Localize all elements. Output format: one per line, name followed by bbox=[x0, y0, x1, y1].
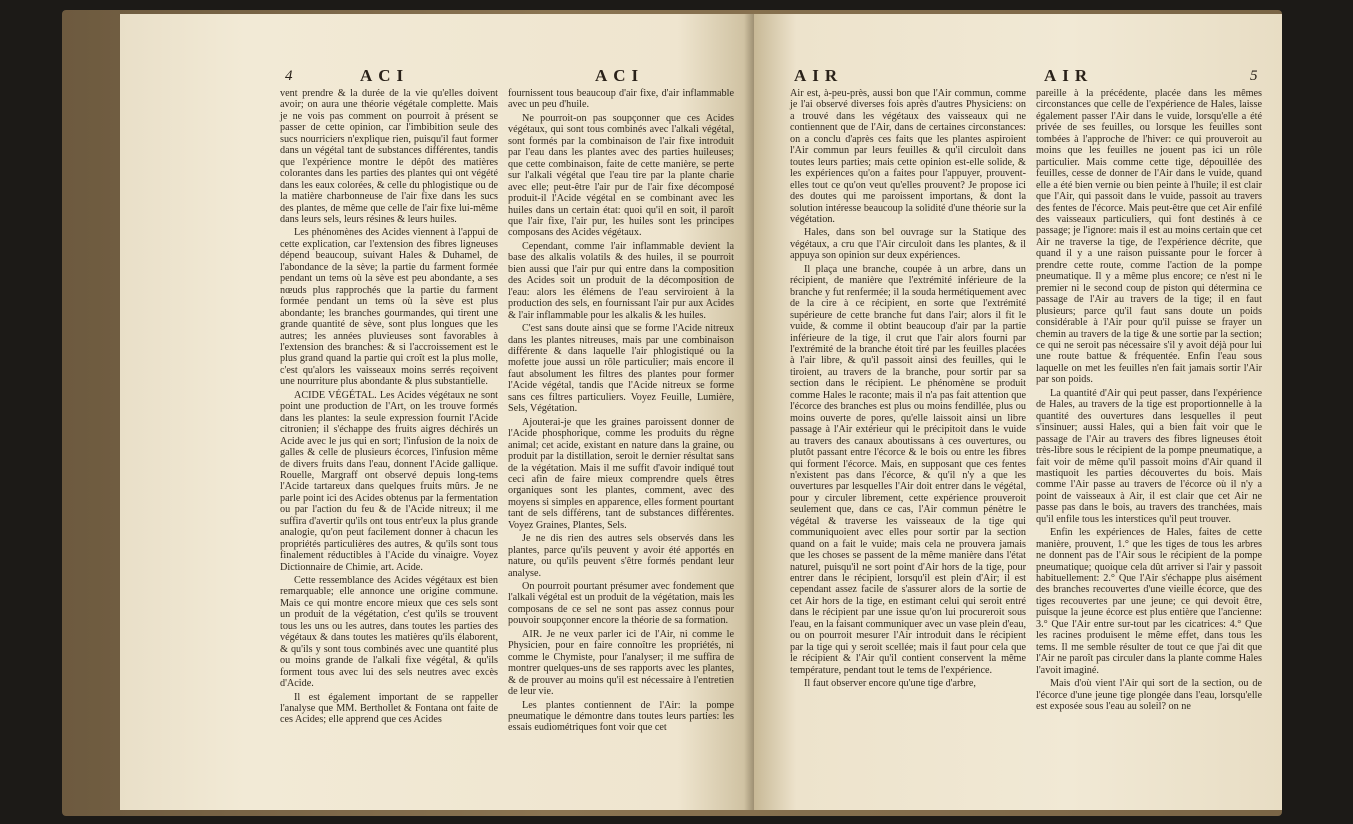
paragraph: vent prendre & la durée de la vie qu'elles doivent avoir; on aura une théorie végétale complette. Mais je ne vois pas comment on pourroit à présent se passer de cette opinion, car l'imbibition seule des sucs nourriciers n'explique rien, puisqu'il faut former dans un végétal tant de substances différentes, tandis que l'expérience montre le dépôt des matières colorantes dans les parties des plantes qui ont végété dans les eaux colorées, & celle du phlogistique ou de la matière charbonneuse de l'air fixe dans les sucs des plantes, de même que celle de l'air fixe lui-même dans leurs sels, leurs résines & leurs huiles. bbox=[280, 88, 498, 225]
paragraph: Il est également important de se rappeller l'analyse que MM. Berthollet & Fontana ont faite de ces Acides; elle apprend que ces Acides bbox=[280, 691, 498, 726]
paragraph: Il faut observer encore qu'une tige d'arbre, bbox=[804, 678, 976, 690]
paragraph: Mais d'où vient l'Air qui sort de la section, ou de l'écorce d'une jeune tige plongée dans l'eau, lorsqu'elle est exposée sous l'eau au soleil? on ne bbox=[1036, 678, 1262, 713]
right-page-column-2 bbox=[1036, 88, 1262, 714]
page-number-right: 5 bbox=[1250, 68, 1258, 84]
running-head-right-col: AIR bbox=[1044, 66, 1094, 85]
paragraph: Air est, à-peu-près, aussi bon que l'Air commun, comme je l'ai observé diverses fois après d'autres Physiciens: on a trouvé dans les végétaux des vaisseaux qui ne contiennent que de l'Air, dans de certaines circonstances: on a conclu d'après ces faits que les plantes aspiroient l'Air commun par leurs feuilles & qu'il circuloit dans toutes leurs parties; mais cette opinion est-elle solide, & les expériences qu'on a faites pour l'appuyer, prouvent-elles tout ce qu'on veut qu'elles prouvent? Je propose ici des doutes qui me paroissent importans, & dont la solution intéresse beaucoup la solidité d'une théorie sur la végétation. bbox=[790, 88, 1026, 225]
open-book bbox=[62, 10, 1282, 816]
page-number-left: 4 bbox=[285, 68, 293, 84]
left-page-column-1 bbox=[280, 88, 498, 728]
right-page-column-1 bbox=[790, 88, 1026, 692]
paragraph: La quantité d'Air qui peut passer, dans l'expérience de Hales, au travers de la tige est proportionnelle à la quantité des ouvertures dans lesquelles il peut s'insinuer; aussi Hales, qui a bien fait voir que le passage de l'Air au travers des fibres ligneuses étoit très-libre sous le récipient de la pompe pneumatique, a fait voir de même qu'il passoit moins d'Air quand il mastiquoit les parties découvertes du bois. Mais comme l'Air passe au travers de l'écorce où il n'y a point de vaisseaux à Air, il est clair que cet Air ne passe pas dans le bois, au travers des tranchées, mais qu'il enfile tous les interstices qu'il peut trouver. bbox=[1036, 387, 1262, 525]
right-page bbox=[754, 14, 1282, 810]
running-head-right-col: ACI bbox=[595, 66, 645, 85]
paragraph: Je ne dis rien des autres sels observés dans les plantes, parce qu'ils peuvent y avoir été apportés en nature, ou qu'ils peuvent s'être formés pendant leur analyse. bbox=[508, 533, 734, 579]
paragraph: Ajouterai-je que les graines paroissent donner de l'Acide phosphorique, comme les produits du règne animal; cet acide, existant en nature dans la graine, ou produit par la distillation, seroit le dernier résultat sans de la végétation. Mais il me suffit d'avoir indiqué tout ceci afin de faire mieux comprendre quels êtres organiques sont les plantes, comment, avec des moyens si simples en apparence, elles forment pourtant tant de sels différens, tant de substances différentes. Voyez Graines, Plantes, Sels. bbox=[508, 416, 734, 531]
paragraph: pareille à la précédente, placée dans les mêmes circonstances que celle de l'expérience de Hales, laisse également passer l'Air dans le vuide, lorsqu'elle a été privée de ses feuilles, ou lorsque les feuilles sont tombées à l'approche de l'hiver: ce qui prouveroit au moins que les feuilles ne jouent pas ici un rôle particulier. Mais comme cette tige, dépouillée des feuilles, cesse de donner de l'Air dans le vuide, quand elle a été bien vernie ou bien peinte à l'huile; il est clair que l'Air, qui passoit dans le vuide, passoit au travers des fentes de l'écorce. Mais peut-être que cet Air enfilé des vaisseaux particuliers, qui font destinés à ce passage; je l'ignore: mais il est au moins certain que cet Air ne traverse la tige, de l'expérience décrite, que quand il y a une raison puissante pour le forcer à prendre cette route, comme l'action de la pompe pneumatique. Il y a même plus encore; ce n'est ni le premier ni le second coup de piston qui détermina ce passage de l'Air au travers de la tige; il en faut plusieurs; parce qu'il faut sans doute un poids considérable à l'Air pour qu'il puisse se frayer un chemin au travers de la tige & une sortie par la section; ce qui ne seroit pas nécessaire s'il y avoit déjà pour lui une route battue & fréquentée. Enfin l'eau sous laquelle on met les feuilles n'en fait jamais sortir l'Air par son poids. bbox=[1036, 88, 1262, 386]
left-page bbox=[120, 14, 754, 810]
paragraph: AIR. Je ne veux parler ici de l'Air, ni comme le Physicien, pour en faire connoître les propriétés, ni comme le Chymiste, pour l'analyser; il me suffira de montrer quelques-uns de ses rapports avec les plantes, & de prouver au moins qu'il est nécessaire à l'entretien de leur vie. bbox=[508, 628, 734, 698]
paragraph: Cette ressemblance des Acides végétaux est bien remarquable; elle annonce une origine commune. Mais ce qui montre encore mieux que ces sels sont un produit de la végétation, c'est qu'ils se trouvent tous les uns ou les autres, dans toutes les parties des végétaux & dans toutes les matières qu'ils élaborent, & qu'ils y sont tous combinés avec une quantité plus ou moins grande de l'alkali fixe végétal, & qu'ils forment tous avec lui des sels neutres avec excès d'Acide. bbox=[280, 575, 498, 690]
paragraph: Les plantes contiennent de l'Air: la pompe pneumatique le démontre dans toutes leurs parties: les essais eudiométriques font voir que cet bbox=[508, 699, 734, 734]
paragraph: On pourroit pourtant présumer avec fondement que l'alkali végétal est un produit de la végétation, mais les composans de ce sel ne sont pas assez connus pour pouvoir soupçonner encore la théorie de sa formation. bbox=[508, 581, 734, 627]
paragraph: fournissent tous beaucoup d'air fixe, d'air inflammable avec un peu d'huile. bbox=[508, 88, 734, 111]
paragraph: Enfin les expériences de Hales, faites de cette manière, prouvent, 1.° que les tiges de tous les arbres ne donnent pas de l'Air sous le récipient de la pompe pneumatique; quoique cela dût arriver si l'air y passoit habituellement: 2.° Que l'Air s'échappe plus aisément des branches recouvertes d'une vieille écorce, que des tiges recouvertes par une jeune; ce qui devoit être, puisque la jeune écorce est plus entière que l'ancienne: 3.° Que l'Air entre sur-tout par les cicatrices: 4.° Que les racines produisent le même effet, dans tous les tems. Il me semble résulter de tout ce que j'ai dit que l'Air ne paroît pas circuler dans la plante comme Hales l'avoit imaginé. bbox=[1036, 527, 1262, 676]
left-page-column-2 bbox=[508, 88, 734, 736]
paragraph: C'est sans doute ainsi que se forme l'Acide nitreux dans les plantes nitreuses, mais par une combinaison différente & dans laquelle l'air phlogistiqué ou la mofette joue aussi un rôle particulier; mais encore il faut absolument les filtres des plantes pour former l'Acide végétal, tandis que l'Acide nitreux se forme sans ces filtres particuliers. Voyez Feuille, Lumière, Sels, Végétation. bbox=[508, 323, 734, 415]
paragraph: Les phénomènes des Acides viennent à l'appui de cette explication, car l'extension des fibres ligneuses dépend beaucoup, suivant Hales & Duhamel, de l'abondance de la sève; la partie du farment formée pendant un tems où la sève est peu abondante, a ses nœuds plus rapprochés que la partie du farment formée pendant un tems où la sève est plus abondante; les branches gourmandes, qui tirent une grande quantité de sève, sont plus longues que les autres; les années pluvieuses sont favorables à l'extension des branches: & si l'accroissement est le plus grand quand la partie qui croît est la plus molle, c'est qu'alors les vaisseaux moins serrés reçoivent une nourriture plus abondante & plus substantielle. bbox=[280, 227, 498, 388]
paragraph: Ne pourroit-on pas soupçonner que ces Acides végétaux, qui sont tous combinés avec l'alkali végétal, sont formés par la combinaison de l'air fixe introduit par l'eau dans les plantes avec des parties huileuses; que cette combinaison, faite de cette manière, se perte sur l'alkali végétal que l'eau tire par la plante charie avec elle; peut-être l'air pur de l'air fixe décomposé produit-il l'Acide végétal en se combinant avec les huiles dans un certain état: quoi qu'il en soit, il paroît que l'air fixe, l'air pur, les huiles sont les principes composans des Acides végétaux. bbox=[508, 112, 734, 239]
paragraph: Il plaça une branche, coupée à un arbre, dans un récipient, de manière que l'extrémité inférieure de la branche y fut renfermée; il la souda hermétiquement avec de la cire à ce récipient, en sorte que l'extrémité supérieure de cette branche fut dans l'air; alors il fit le vuide, & comme il obtint beaucoup d'air par la partie inférieure de la tige, il crut que l'air alors fourni par l'extrémité de la branche étoit tiré par les feuilles placées à l'air libre, & qu'il passoit ainsi des feuilles, qui le tiroient, au travers de la branche, pour sortir par sa section dans le récipient. Le phénomène se produit comme Hales le raconte; mais il n'a pas fait attention que l'écorce des branches est plus ou moins fendillée, plus ou moins ouverte de pores, qu'elle laissoit ainsi un libre passage à l'Air extérieur qui le précipitoit dans le vuide au travers des canaux aboutissans à ces ouvertures, ou plutôt passant entre l'écorce & le bois ou entre les fibres qui forment l'écorce. Mais, en supposant que ces fentes n'existent pas dans l'écorce, & qu'il n'y a que les ouvertures par lesquelles l'Air doit entrer dans le végétal, pour y circuler librement, cette expérience prouveroit seulement que, dans ce cas, l'Air commun pénètre le végétal & traverse les vaisseaux de la tige qui communiquoient avec elles pour sortir par la section quand on a fait le vuide; mais cela ne prouvera jamais que les choses se passent de la même manière dans l'état naturel, puisqu'il ne sort point d'Air hors de la tige, pour entrer dans le récipient, lorsqu'il est plein d'Air; il est cependant assez facile de s'assurer alors de la sortie de cet Air hors de la tige, en estimant celui qui seroit entré dans le récipient par une issue qu'on lui procureroit sous l'eau, en la faisant communiquer avec un vase plein d'eau, ou on pourroit mesurer l'Air introduit dans le récipient par la tige qui y seroit scellée; mais il faut pour cela que le récipient & l'Air qu'il contient conservent la même température, pendant tout le tems de l'expérience. bbox=[790, 263, 1026, 676]
running-head-left-col: ACI bbox=[360, 66, 410, 85]
paragraph: ACIDE VÉGÉTAL. Les Acides végétaux ne sont point une production de l'Art, on les trouve formés dans les plantes: la seule expression fournit l'Acide citronien; il s'échappe des fruits aigres déchirés un Acide avec le jus qui en sort; l'infusion de la noix de galles & celle de plusieurs écorces, l'infusion même de divers fruits dans l'eau, donnent l'Acide gallique. Rouelle, Margraff ont observé depuis long-tems l'Acide tartareux dans quelques fruits mûrs. Je ne parle point ici des Acides obtenus par la fermentation ou par l'action du feu & de l'Acide nitreux; il me suffira d'avertir qu'ils ont tous entr'eux la plus grande analogie, qu'on peut facilement donner à chacun les propriétés particulières des autres, & qu'ils sont tous finalement réductibles à l'Acide du vinaigre. Voyez Dictionnaire de Chimie, art. Acide. bbox=[280, 389, 498, 573]
paragraph: Hales, dans son bel ouvrage sur la Statique des végétaux, a cru que l'Air circuloit dans les plantes, & il appuya son opinion sur deux expériences. bbox=[790, 227, 1026, 262]
paragraph: Cependant, comme l'air inflammable devient la base des alkalis volatils & des huiles, il se pourroit bien aussi que l'air pur qui entre dans la composition des Acides soit un produit de la décomposition de l'eau: alors les élémens de l'eau serviroient à la production des sels, en fournissant l'air pur aux Acides & l'air inflammable pour les alkalis & les huiles. bbox=[508, 240, 734, 321]
running-head-left-col: AIR bbox=[794, 66, 844, 85]
